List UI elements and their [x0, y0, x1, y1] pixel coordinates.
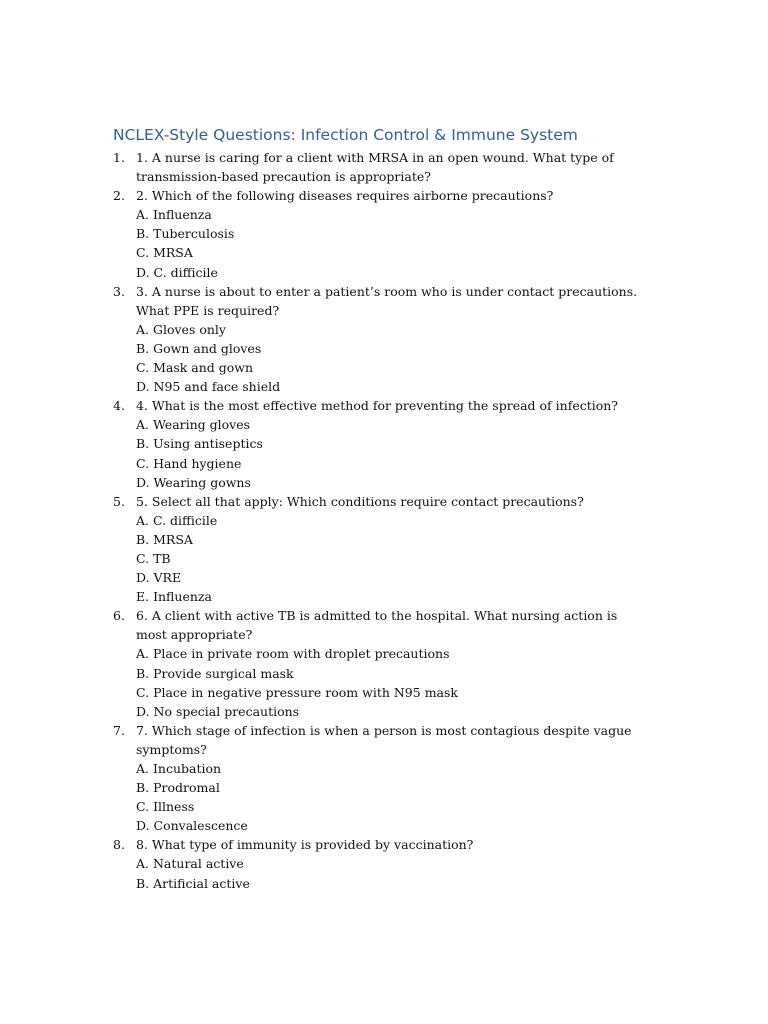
answer-option: A. Wearing gloves	[136, 417, 251, 433]
question-text: 3. A nurse is about to enter a patient’s room who is under contact precautions. What PPE is required?	[136, 283, 638, 318]
question-number: 2.	[113, 188, 125, 204]
question-text: 2. Which of the following diseases requires airborne precautions?	[136, 188, 554, 204]
answer-option: C. Place in negative pressure room with N95 mask	[136, 684, 458, 700]
question-item	[113, 492, 643, 607]
answer-option: A. Natural active	[136, 856, 244, 872]
question-item	[113, 396, 643, 491]
question-item	[113, 282, 643, 397]
question-text: 4. What is the most effective method for preventing the spread of infection?	[136, 398, 619, 414]
answer-option: B. Artificial active	[136, 875, 250, 891]
answer-option: D. No special precautions	[136, 703, 300, 719]
question-text: 5. Select all that apply: Which conditions require contact precautions?	[136, 493, 584, 509]
question-number: 4.	[113, 398, 125, 414]
question-number: 5.	[113, 493, 125, 509]
answer-option: D. C. difficile	[136, 264, 218, 280]
answer-option: B. Provide surgical mask	[136, 665, 294, 681]
answer-option: D. Wearing gowns	[136, 474, 251, 490]
question-item	[113, 148, 643, 186]
answer-option: C. Mask and gown	[136, 360, 254, 376]
question-item	[113, 835, 643, 892]
answer-option: B. Tuberculosis	[136, 226, 235, 242]
document-title: NCLEX-Style Questions: Infection Control & Immune System	[113, 126, 578, 144]
answer-option: C. TB	[136, 550, 171, 566]
question-text: 1. A nurse is caring for a client with MRSA in an open wound. What type of transmission-based precaution is appropriate?	[136, 150, 614, 185]
answer-option: C. Hand hygiene	[136, 455, 242, 471]
question-number: 1.	[113, 150, 125, 165]
answer-option: D. N95 and face shield	[136, 379, 281, 395]
answer-option: A. Gloves only	[136, 321, 226, 337]
answer-option: A. Place in private room with droplet precautions	[136, 646, 450, 662]
question-item	[113, 606, 643, 721]
answer-option: A. Influenza	[136, 207, 212, 223]
question-text: 6. A client with active TB is admitted to the hospital. What nursing action is most appropriate?	[136, 608, 618, 643]
answer-option: A. C. difficile	[136, 512, 218, 528]
question-number: 7.	[113, 722, 125, 738]
answer-option: B. Using antiseptics	[136, 436, 263, 452]
question-item	[113, 186, 643, 281]
answer-option: E. Influenza	[136, 589, 212, 605]
answer-option: D. VRE	[136, 570, 182, 586]
answer-option: B. Gown and gloves	[136, 340, 262, 356]
answer-option: A. Incubation	[136, 761, 222, 776]
answer-option: C. MRSA	[136, 245, 193, 261]
answer-option: B. Prodromal	[136, 780, 220, 796]
answer-option: C. Illness	[136, 799, 195, 815]
question-number: 8.	[113, 837, 125, 853]
question-item	[113, 721, 643, 836]
question-number: 3.	[113, 283, 125, 299]
question-list	[113, 148, 643, 893]
question-text: 8. What type of immunity is provided by vaccination?	[136, 837, 474, 853]
answer-option: B. MRSA	[136, 531, 193, 547]
question-number: 6.	[113, 608, 125, 624]
question-text: 7. Which stage of infection is when a person is most contagious despite vague symptoms?	[136, 722, 632, 757]
answer-option: D. Convalescence	[136, 818, 248, 834]
